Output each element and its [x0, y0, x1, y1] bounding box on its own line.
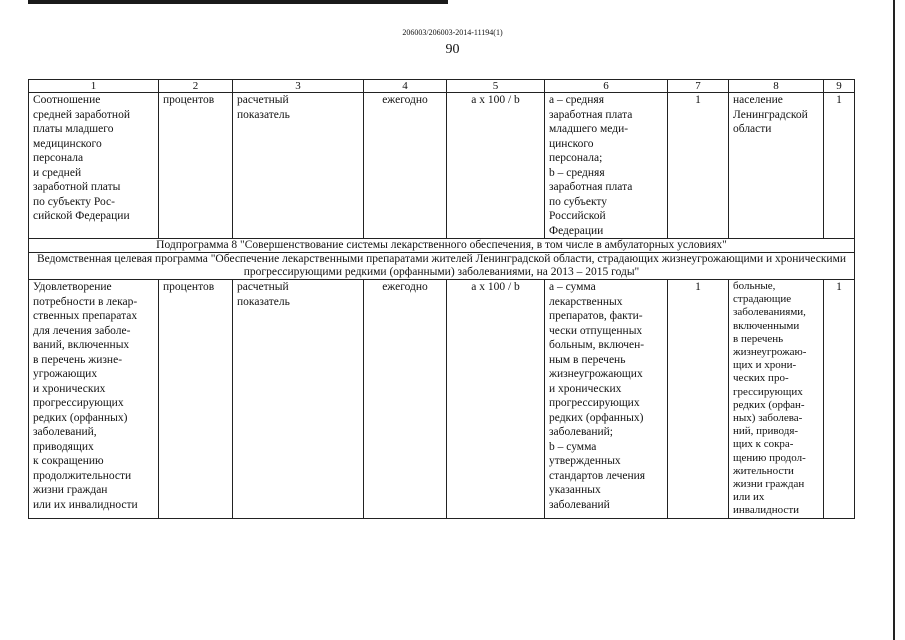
column-number-row — [29, 80, 855, 93]
indicators-table — [28, 79, 855, 519]
method-cell: расчетный показатель — [233, 93, 364, 239]
method-cell: расчетный показатель — [233, 280, 364, 519]
col-number: 3 — [233, 80, 364, 93]
subprogram-title: Подпрограмма 8 "Совершенствование системы лекарственного обеспечения, в том числе в амбулаторных условиях" — [29, 239, 855, 253]
document-id: 206003/206003-2014-11194(1) — [402, 28, 503, 37]
unit-cell: процентов — [159, 280, 233, 519]
col-number: 7 — [668, 80, 729, 93]
table-row — [29, 280, 855, 519]
col-number: 6 — [545, 80, 668, 93]
value-cell: 1 — [824, 280, 855, 519]
scope-cell: больные, страдающие заболеваниями, включенными в перечень жизнеугрожаю- щих и хрони- ческих про- грессирующих редких (орфан- ных) заболева- ний, приводя- щих к сокра- щению продол- жительности жизни граждан или их инвалидности — [729, 280, 824, 519]
value-cell: 1 — [668, 280, 729, 519]
table-row — [29, 93, 855, 239]
col-number: 4 — [364, 80, 447, 93]
value-cell: 1 — [668, 93, 729, 239]
value-cell: 1 — [824, 93, 855, 239]
indicator-name-cell: Соотношение средней заработной платы младшего медицинского персонала и средней заработной платы по субъекту Рос- сийской Федерации — [29, 93, 159, 239]
col-number: 2 — [159, 80, 233, 93]
col-number: 5 — [447, 80, 545, 93]
top-rule — [28, 0, 448, 4]
col-number: 9 — [824, 80, 855, 93]
variables-cell: a – сумма лекарственных препаратов, факти- чески отпущенных больным, включен- ным в перечень жизнеугрожающих и хронических прогрессирующих редких (орфанных) заболеваний; b – сумма утвержденных стандартов лечения указанных заболеваний — [545, 280, 668, 519]
formula-cell: a x 100 / b — [447, 280, 545, 519]
scope-cell: население Ленинградской области — [729, 93, 824, 239]
page-number: 90 — [445, 42, 460, 57]
formula-cell: a x 100 / b — [447, 93, 545, 239]
frequency-cell: ежегодно — [364, 280, 447, 519]
subprogram-row — [29, 239, 855, 253]
frequency-cell: ежегодно — [364, 93, 447, 239]
program-title: Ведомственная целевая программа "Обеспечение лекарственными препаратами жителей Ленинградской области, страдающих жизнеугрожающими и хроническими прогрессирующими редкими (орфанными) заболеваниями, на 2013 – 2015 годы" — [29, 253, 855, 280]
indicator-name-cell: Удовлетворение потребности в лекар- ственных препаратах для лечения заболе- ваний, включенных в перечень жизне- угрожающих и хронических прогрессирующих редких (орфанных) заболеваний, приводящих к сокращению продолжительности жизни граждан или их инвалидности — [29, 280, 159, 519]
program-row — [29, 253, 855, 280]
col-number: 1 — [29, 80, 159, 93]
variables-cell: a – средняя заработная плата младшего меди- цинского персонала; b – средняя заработная плата по субъекту Российской Федерации — [545, 93, 668, 239]
unit-cell: процентов — [159, 93, 233, 239]
col-number: 8 — [729, 80, 824, 93]
right-scan-edge — [893, 0, 895, 640]
